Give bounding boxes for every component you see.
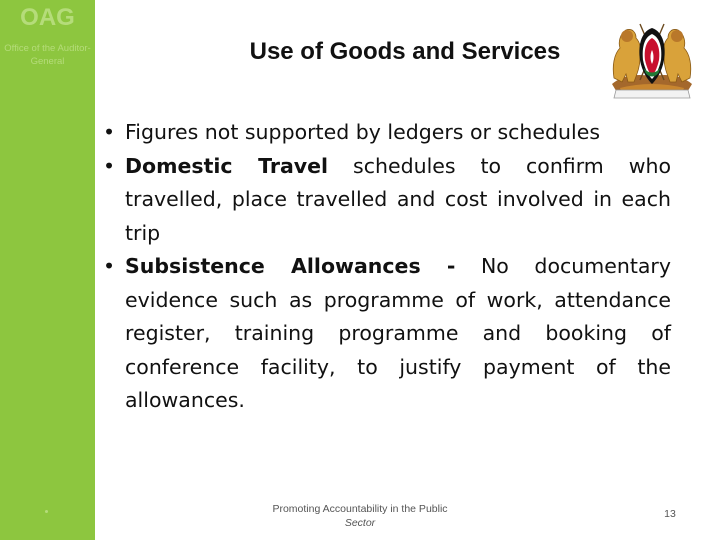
bullet-icon: • (103, 254, 116, 278)
sidebar (0, 0, 95, 540)
slide-title: Use of Goods and Services (249, 38, 561, 65)
list-item: • Figures not supported by ledgers or schedules (113, 116, 671, 150)
sidebar-dot (45, 510, 48, 513)
coat-of-arms-icon (606, 14, 698, 100)
oag-logo: OAG (20, 4, 75, 31)
org-name: Office of the Auditor-General (4, 43, 91, 67)
footer-caption (262, 502, 458, 530)
bullet-list (103, 116, 671, 418)
footer-line: Promoting Accountability in the Public (272, 503, 448, 515)
page-number: 13 (664, 508, 676, 520)
list-item: • Domestic Travel schedules to confirm who travelled, place travelled and cost involved in each trip (113, 150, 671, 251)
bullet-icon: • (103, 153, 116, 178)
list-item: • Subsistence Allowances - No documentary evidence such as programme of work, attendance register, training programme and booking of conference facility, to justify payment of the allowances. (113, 250, 671, 418)
footer-line: Sector (344, 517, 376, 529)
bullet-icon: • (103, 120, 116, 144)
